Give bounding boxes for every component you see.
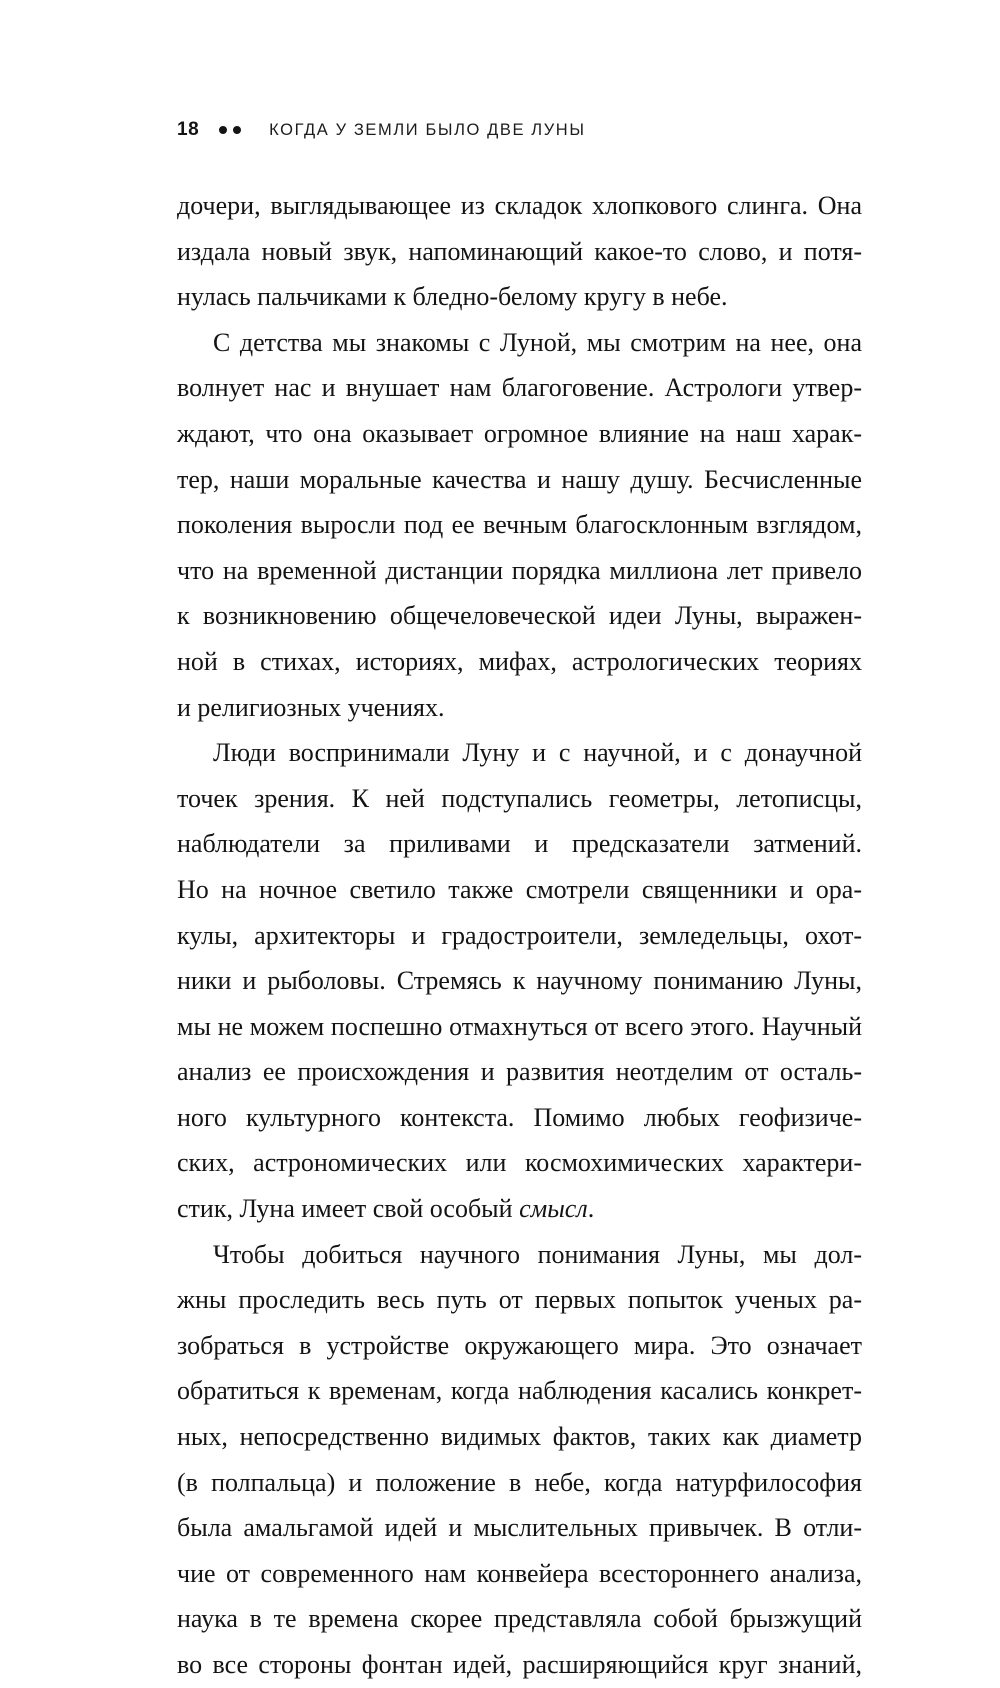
text-line: к возникновению общечеловеческой идеи Луны, выражен- (177, 601, 862, 631)
text-line: ного культурного контекста. Помимо любых геофизиче- (177, 1102, 862, 1132)
emphasis-word: смысл (519, 1194, 588, 1224)
text-line: жны проследить весь путь от первых попыток ученых ра- (177, 1285, 862, 1315)
text-line: что на временной дистанции порядка миллиона лет привело (177, 555, 862, 585)
text-line: ных, непосредственно видимых фактов, таких как диаметр (177, 1422, 862, 1452)
text-line: зобраться в устройстве окружающего мира. Это означает (177, 1330, 862, 1360)
body-text (177, 183, 862, 1688)
text-line: ждают, что она оказывает огромное влияние на наш харак- (177, 418, 862, 448)
text-line: ной в стихах, историях, мифах, астрологических теориях (177, 646, 862, 676)
text-line: наука в те времена скорее представляла собой брызжущий (177, 1604, 862, 1634)
text-line: наблюдатели за приливами и предсказатели затмений. (177, 829, 862, 859)
running-head (177, 117, 586, 143)
text-line: во все стороны фонтан идей, расширяющийся круг знаний, (177, 1650, 862, 1679)
text-line: точек зрения. К ней подступались геометры, летописцы, (177, 783, 862, 813)
dot-icon (219, 126, 227, 134)
text-line: нулась пальчиками к бледно-белому кругу в небе. (177, 282, 728, 312)
text-line: Но на ночное светило также смотрели священники и ора- (177, 874, 862, 904)
text-line: Люди воспринимали Луну и с научной, и с донаучной (213, 738, 862, 768)
chapter-title: КОГДА У ЗЕМЛИ БЫЛО ДВЕ ЛУНЫ (269, 120, 586, 139)
text-line: ских, астрономических или космохимических характери- (177, 1148, 862, 1178)
text-line: Чтобы добиться научного понимания Луны, мы дол- (213, 1239, 862, 1269)
text-line: обратиться к временам, когда наблюдения касались конкрет- (177, 1376, 862, 1406)
text-line: мы не можем поспешно отмахнуться от всего этого. Научный (177, 1011, 862, 1041)
text-line: ники и рыболовы. Стремясь к научному пониманию Луны, (177, 966, 862, 996)
text-line (177, 1186, 862, 1232)
text-line: и религиозных учениях. (177, 692, 445, 722)
text-line: издала новый звук, напоминающий какое-то слово, и потя- (177, 236, 862, 266)
text-line: тер, наши моральные качества и нашу душу. Бесчисленные (177, 464, 862, 494)
text-line: чие от современного нам конвейера всестороннего анализа, (177, 1558, 862, 1588)
text-line: волнует нас и внушает нам благоговение. Астрологи утвер- (177, 373, 862, 403)
dot-icon (233, 126, 241, 134)
text-line: (в полпальца) и положение в небе, когда натурфилософия (177, 1467, 862, 1497)
page-number: 18 (177, 119, 200, 140)
text-line: кулы, архитекторы и градостроители, земледельцы, охот- (177, 920, 862, 950)
text-line-segment: стик, Луна имеет свой особый (177, 1194, 513, 1224)
text-line: дочери, выглядывающее из складок хлопкового слинга. Она (177, 191, 862, 220)
text-line: анализ ее происхождения и развития неотделим от осталь- (177, 1057, 862, 1087)
separator-dots-icon (219, 126, 247, 134)
text-line: была амальгамой идей и мыслительных привычек. В отли- (177, 1513, 862, 1543)
text-line: поколения выросли под ее вечным благосклонным взглядом, (177, 510, 862, 540)
text-line: С детства мы знакомы с Луной, мы смотрим на нее, она (213, 327, 862, 357)
punctuation: . (587, 1194, 595, 1224)
